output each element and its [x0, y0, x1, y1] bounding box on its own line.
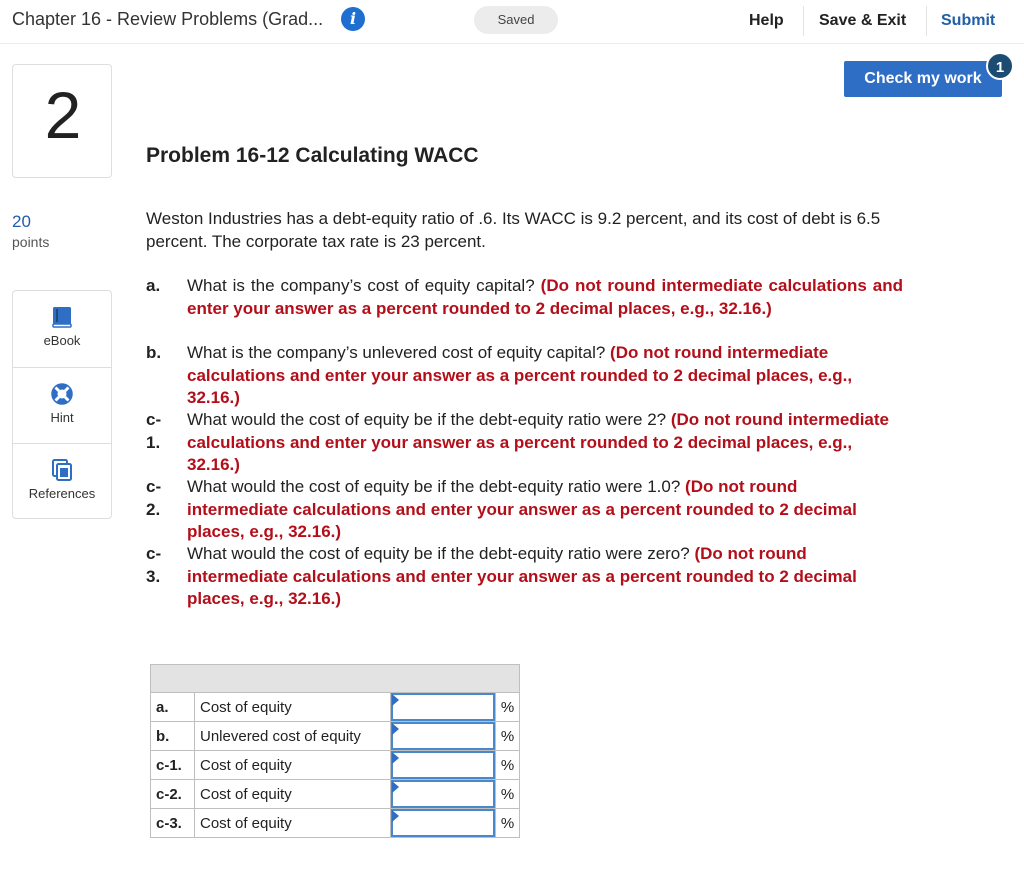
ebook-label: eBook [43, 333, 81, 348]
table-header-cell [151, 665, 520, 693]
answer-table [150, 664, 520, 838]
answer-input-b[interactable] [391, 722, 495, 750]
question-number-box [12, 64, 112, 178]
save-exit-link[interactable]: Save & Exit [819, 12, 907, 29]
answer-cell [391, 780, 496, 809]
answer-input-a[interactable] [391, 693, 495, 721]
check-my-work-button[interactable]: Check my work [844, 61, 1002, 97]
answer-cell [391, 693, 496, 722]
part-label: c-3. [146, 544, 162, 586]
row-label: c-1. [151, 751, 195, 780]
part-question: What would the cost of equity be if the debt-equity ratio were zero? [187, 544, 690, 563]
assignment-title: Chapter 16 - Review Problems (Grad... [12, 9, 324, 29]
part-instruction: (Do not round intermediate calculations and enter your answer as a percent rounded to 2 decimal places, e.g., 32.16.) [187, 343, 853, 407]
row-description: Unlevered cost of equity [195, 722, 391, 751]
part-label: c-2. [146, 477, 162, 519]
info-icon[interactable]: i [341, 7, 365, 31]
part-question: What would the cost of equity be if the debt-equity ratio were 1.0? [187, 477, 681, 496]
percent-unit: % [496, 722, 520, 751]
table-row [151, 780, 520, 809]
part-label: c-1. [146, 410, 162, 452]
references-icon [50, 458, 74, 482]
part-question: What is the company’s cost of equity capital? [187, 276, 535, 295]
submit-link[interactable]: Submit [941, 12, 996, 29]
row-description: Cost of equity [195, 780, 391, 809]
table-row [151, 751, 520, 780]
answer-cell [391, 751, 496, 780]
row-label: c-2. [151, 780, 195, 809]
check-attempts-badge: 1 [986, 52, 1014, 80]
part-label: a. [146, 276, 161, 295]
points-value: 20 [12, 212, 31, 231]
problem-title: Problem 16-12 Calculating WACC [146, 144, 479, 167]
part-text [187, 543, 903, 611]
problem-intro: Weston Industries has a debt-equity ratio of .6. Its WACC is 9.2 percent, and its cost of debt is 6.5 percent. The corporate tax rate is 23 percent. [146, 209, 881, 251]
table-row [151, 809, 520, 838]
part-instruction: (Do not round intermediate calculations and enter your answer as a percent rounded to 2 decimal places, e.g., 32.16.) [187, 276, 903, 318]
saved-status: Saved [474, 6, 558, 34]
help-link[interactable]: Help [749, 12, 784, 29]
part-question: What is the company’s unlevered cost of equity capital? [187, 343, 606, 362]
row-description: Cost of equity [195, 693, 391, 722]
part-label: b. [146, 343, 162, 362]
top-bar [0, 0, 1024, 44]
row-label: b. [151, 722, 195, 751]
row-label: a. [151, 693, 195, 722]
tools-panel [12, 290, 112, 519]
table-row [151, 693, 520, 722]
references-label: References [28, 486, 96, 501]
percent-unit: % [496, 693, 520, 722]
answer-cell [391, 809, 496, 838]
answer-input-c1[interactable] [391, 751, 495, 779]
percent-unit: % [496, 780, 520, 809]
hint-button[interactable] [13, 367, 111, 443]
part-instruction: (Do not round intermediate calculations and enter your answer as a percent rounded to 2 decimal places, e.g., 32.16.) [187, 544, 857, 608]
percent-unit: % [496, 809, 520, 838]
part-text [187, 275, 903, 320]
row-description: Cost of equity [195, 809, 391, 838]
hint-label: Hint [50, 410, 74, 425]
ebook-button[interactable] [13, 291, 111, 367]
row-label: c-3. [151, 809, 195, 838]
answer-cell [391, 722, 496, 751]
answer-input-c2[interactable] [391, 780, 495, 808]
row-description: Cost of equity [195, 751, 391, 780]
percent-unit: % [496, 751, 520, 780]
hint-icon [50, 382, 74, 406]
points-label: points [12, 234, 50, 250]
answer-input-c3[interactable] [391, 809, 495, 837]
references-button[interactable] [13, 443, 111, 519]
part-text [187, 409, 903, 477]
question-number: 2 [44, 78, 82, 152]
part-instruction: (Do not round intermediate calculations and enter your answer as a percent rounded to 2 decimal places, e.g., 32.16.) [187, 410, 890, 474]
table-header-row [151, 665, 520, 693]
part-question: What would the cost of equity be if the debt-equity ratio were 2? [187, 410, 667, 429]
nav-divider [926, 6, 927, 36]
part-text [187, 342, 903, 410]
nav-divider [803, 6, 804, 36]
part-text [187, 476, 903, 544]
ebook-icon [50, 305, 74, 329]
part-instruction: (Do not round intermediate calculations and enter your answer as a percent rounded to 2 decimal places, e.g., 32.16.) [187, 477, 857, 541]
table-row [151, 722, 520, 751]
